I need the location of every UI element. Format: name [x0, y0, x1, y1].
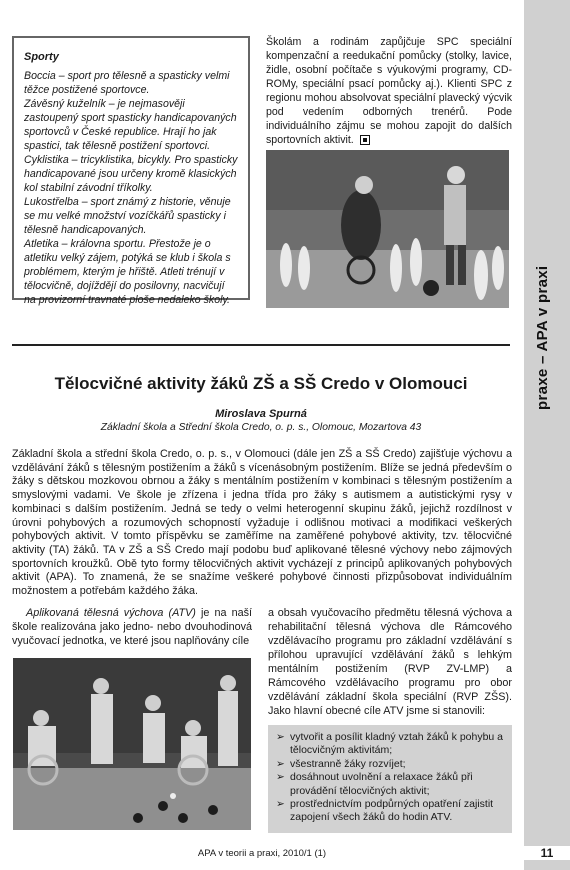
square-end-icon — [360, 135, 370, 145]
right-column-text: a obsah vyučovacího předmětu tělesná výchova a rehabilitační tělesná výchova dle Rámcového vzdělávacího programu pro základní vzdělávání s přílohou upravující vzdělávání žáků s lehkým mentálním postižením (RVP ZV-LMP) a Rámcového vzdělávacího programu pro obor vzdělávání základní škola speciální (RVP ZŠS). Jako hlavní obecné cíle ATV jsme si stanovili: — [268, 607, 512, 717]
goal-item — [276, 758, 504, 771]
sports-item: Cyklistika – tricyklistika, bicykly. Pro spasticky handicapované jsou určeny kromě klasických kol stabilní závodní tříkolky. — [24, 154, 238, 194]
section-divider — [12, 344, 510, 346]
goal-item — [276, 798, 504, 825]
arrow-bullet-icon: ➢ — [276, 771, 285, 784]
arrow-bullet-icon: ➢ — [276, 798, 285, 811]
goal-item — [276, 731, 504, 758]
section-label: praxe – APA v praxi — [534, 265, 551, 410]
left-column-rest: je na naší škole realizována jako jedno- nebo dvouhodinová vyučovací jednotka, ve které jsou naplňovány cíle — [12, 607, 252, 647]
article-intro: Základní škola a střední škola Credo, o. p. s., v Olomouci (dále jen ZŠ a SŠ Credo) zajišťuje výchovu a vzdělávání žáků s tělesným postižením a žáků s vícenásobným postižením. Blíže se jedná především o žáky s dětskou mozkovou obrnou a žáky s mentálním postižením v kombinaci s tělesným postižením a smyslovými vadami. Ve škole je zřízena i jedna třída pro žáky s autismem a autistickými rysy v kombinaci s dalším postižením. Jedná se tedy o velmi heterogenní skupinu žáků, jejichž rozdílnost v úrovni pohybových a rozumových schopností vyžaduje i odlišnou motivaci a modifikaci veškerých pohybových aktivit. V tomto příspěvku se zaměříme na zaměřené pohybové aktivity, tzv. tělocvičné aktivity (TA) žáků. TA v ZŠ a SŠ Credo mají podobu buď aplikované tělesné výchovy nebo zájmových sportovních kroužků. Obě tyto formy tělocvičných aktivit vycházejí z principů aplikovaných pohybových aktivit (APA). To znamená, že se snažíme veškeré pohybové činnosti přizpůsobovat individuálním možnostem a potřebám každého žáka. — [12, 448, 512, 598]
left-column-text — [12, 606, 252, 648]
article-author: Miroslava Spurná — [215, 408, 307, 420]
article-title: Tělocvičné aktivity žáků ZŠ a SŠ Credo v Olomouci — [54, 374, 468, 393]
goal-item — [276, 771, 504, 798]
bowling-photo — [266, 150, 509, 308]
boccia-photo — [13, 658, 251, 830]
sports-box — [12, 36, 250, 306]
goal-text: dosáhnout uvolnění a relaxace žáků při provádění tělocvičných aktivit; — [290, 771, 473, 797]
spc-paragraph — [266, 35, 512, 147]
goals-box — [268, 725, 512, 833]
sports-item: Lukostřelba – sport známý z historie, věnuje se mu velké množství vozíčkářů spasticky i tělesně handicapovaných. — [24, 196, 231, 236]
goal-text: všestranně žáky rozvíjet; — [290, 757, 406, 770]
sidebar-band — [524, 0, 570, 870]
sports-item: Boccia – sport pro tělesně a spasticky velmi těžce postižené sportovce. — [24, 70, 230, 96]
page-number: 11 — [524, 846, 570, 860]
arrow-bullet-icon: ➢ — [276, 731, 285, 743]
goal-text: vytvořit a posílit kladný vztah žáků k pohybu a tělocvičným aktivitám; — [290, 731, 504, 757]
atv-term: Aplikovaná tělesná výchova (ATV) — [26, 607, 196, 619]
sports-item: Závěsný kuželník – je nejmasověji zastoupený sport spasticky handicapovaných sportovců v České republice. Hrají ho jak spastici, tak tělesně postižení sportovci. — [24, 98, 237, 152]
arrow-bullet-icon: ➢ — [276, 757, 285, 770]
goal-text: prostřednictvím podpůrných opatření zajistit zapojení všech žáků do hodin ATV. — [290, 798, 494, 824]
sports-heading: Sporty — [24, 51, 59, 63]
journal-footer: APA v teorii a praxi, 2010/1 (1) — [197, 848, 327, 859]
sports-item: Atletika – královna sportu. Přestože je o atletiku velký zájem, potýká se klub i škola s problémem, kterým je hřiště. Atleti trénují v tělocvičně, dojíždějí do posilovny, nacvičují na provizorní travnaté ploše nedaleko školy. — [24, 238, 231, 306]
spc-text: Školám a rodinám zapůjčuje SPC speciální kompenzační a reedukační pomůcky (stolky, lavice, židle, osobní počítače s výukovými programy, CD-ROMy, speciální psací pomůcky aj.). Klienti SPC z regionu mohou absolvovat speciální plavecký výcvik pod vedením odborných trenérů. Pode individuálního zájmu se mohou zapojit do dalších sportovních aktivit. — [266, 36, 512, 146]
article-affiliation: Základní škola a Střední škola Credo, o. p. s., Olomouc, Mozartova 43 — [100, 422, 422, 433]
